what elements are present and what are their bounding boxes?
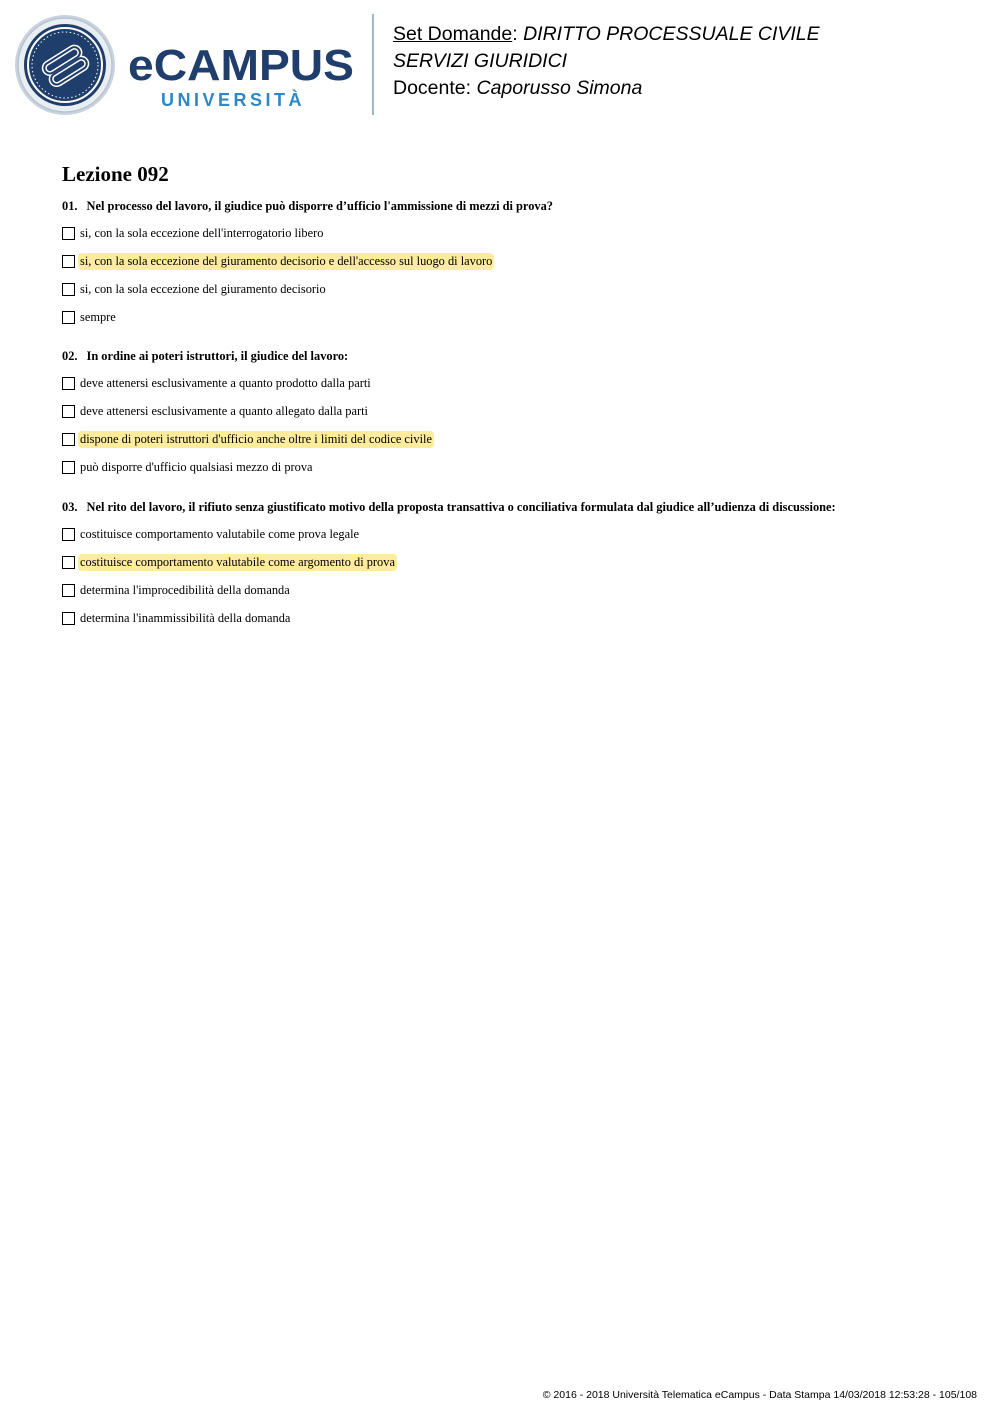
set-title-line2: SERVIZI GIURIDICI	[393, 50, 568, 72]
question-03	[62, 499, 962, 637]
answer-option[interactable]	[62, 609, 962, 637]
page-header	[0, 0, 1000, 130]
checkbox[interactable]	[62, 612, 75, 625]
checkbox[interactable]	[62, 461, 75, 474]
question-number: 02.	[62, 349, 78, 363]
option-label: può disporre d'ufficio qualsiasi mezzo di prova	[80, 460, 313, 474]
question-text	[62, 348, 962, 364]
logo-text: eCAMPUS	[128, 41, 354, 90]
checkbox[interactable]	[62, 255, 75, 268]
set-title-line1: DIRITTO PROCESSUALE CIVILE	[523, 23, 820, 45]
option-label: determina l'improcedibilità della domanda	[80, 583, 290, 597]
set-title-row	[393, 21, 820, 48]
checkbox[interactable]	[62, 528, 75, 541]
option-label: determina l'inammissibilità della domanda	[80, 611, 291, 625]
checkbox[interactable]	[62, 433, 75, 446]
question-label: In ordine ai poteri istruttori, il giudice del lavoro:	[86, 349, 349, 363]
option-label: deve attenersi esclusivamente a quanto prodotto dalla parti	[80, 376, 371, 390]
checkbox[interactable]	[62, 584, 75, 597]
option-label: deve attenersi esclusivamente a quanto allegato dalla parti	[80, 404, 368, 418]
question-label: Nel processo del lavoro, il giudice può disporre d’ufficio l'ammissione di mezzi di prova?	[86, 199, 553, 213]
header-divider	[372, 14, 374, 115]
checkbox[interactable]	[62, 283, 75, 296]
answer-option[interactable]	[62, 374, 962, 402]
option-label: costituisce comportamento valutabile come prova legale	[80, 527, 360, 541]
checkbox[interactable]	[62, 377, 75, 390]
teacher-name: Caporusso Simona	[476, 77, 643, 99]
header-info	[393, 21, 820, 102]
option-label: si, con la sola eccezione dell'interrogatorio libero	[80, 226, 324, 240]
set-separator: :	[512, 23, 518, 45]
question-02	[62, 348, 962, 486]
question-label: Nel rito del lavoro, il rifiuto senza giustificato motivo della proposta transattiva o conciliativa formulata dal giudice all’udienza di discussione:	[86, 500, 836, 514]
set-label: Set Domande	[393, 23, 513, 45]
answer-option-correct[interactable]	[62, 430, 962, 458]
answer-option[interactable]	[62, 525, 962, 553]
question-number: 01.	[62, 199, 78, 213]
answer-option-correct[interactable]	[62, 252, 962, 280]
answer-option-correct[interactable]	[62, 553, 962, 581]
ecampus-seal-logo-icon	[14, 14, 116, 116]
answer-option[interactable]	[62, 308, 962, 336]
option-label: sempre	[80, 310, 116, 324]
answer-option[interactable]	[62, 280, 962, 308]
set-title-row-2	[393, 48, 820, 75]
lesson-title: Lezione 092	[62, 162, 169, 186]
answer-option[interactable]	[62, 402, 962, 430]
option-label-highlighted: si, con la sola eccezione del giuramento decisorio e dell'accesso sul luogo di lavoro	[80, 254, 493, 268]
answer-option[interactable]	[62, 458, 962, 486]
answer-option[interactable]	[62, 581, 962, 609]
option-label-highlighted: costituisce comportamento valutabile come argomento di prova	[80, 555, 395, 569]
checkbox[interactable]	[62, 227, 75, 240]
ecampus-wordmark-logo	[128, 36, 360, 116]
logo-subtext: UNIVERSITÀ	[161, 90, 306, 110]
page-footer: © 2016 - 2018 Università Telematica eCampus - Data Stampa 14/03/2018 12:53:28 - 105/108	[542, 1389, 977, 1401]
option-label: si, con la sola eccezione del giuramento decisorio	[80, 282, 326, 296]
answer-option[interactable]	[62, 224, 962, 252]
checkbox[interactable]	[62, 556, 75, 569]
teacher-label: Docente:	[393, 77, 472, 99]
question-text	[62, 499, 962, 515]
question-text	[62, 198, 962, 214]
question-number: 03.	[62, 500, 78, 514]
teacher-row	[393, 75, 820, 102]
option-label-highlighted: dispone di poteri istruttori d'ufficio anche oltre i limiti del codice civile	[80, 432, 432, 446]
checkbox[interactable]	[62, 311, 75, 324]
checkbox[interactable]	[62, 405, 75, 418]
question-01	[62, 198, 962, 336]
